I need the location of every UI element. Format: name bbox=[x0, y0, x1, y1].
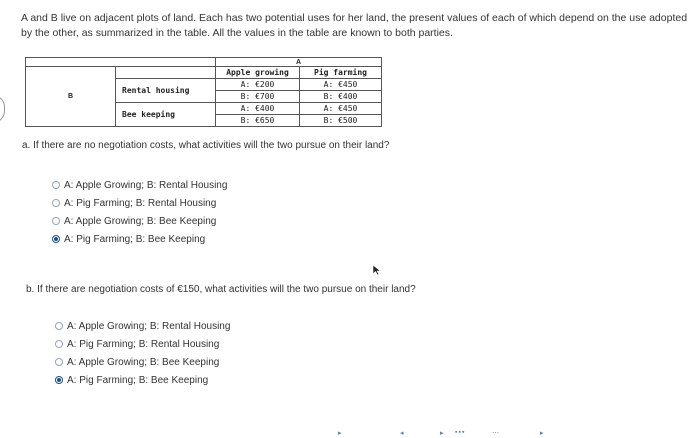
row-player-label: B bbox=[26, 67, 116, 127]
footer-fragment-2[interactable]: ◂ bbox=[400, 430, 404, 437]
question-a-option-2[interactable] bbox=[52, 194, 227, 212]
radio-icon[interactable] bbox=[52, 181, 60, 189]
option-label: A: Pig Farming; B: Bee Keeping bbox=[64, 233, 206, 245]
option-label: A: Pig Farming; B: Bee Keeping bbox=[67, 374, 209, 386]
question-b-option-4[interactable] bbox=[55, 371, 230, 389]
question-b-option-2[interactable] bbox=[55, 335, 230, 353]
question-b-options bbox=[55, 317, 230, 389]
footer-fragment-5[interactable]: ⋯ bbox=[492, 430, 499, 437]
row-label-rental: Rental housing bbox=[116, 79, 216, 103]
option-label: A: Apple Growing; B: Rental Housing bbox=[64, 179, 228, 191]
radio-icon[interactable] bbox=[52, 199, 60, 207]
option-label: A: Pig Farming; B: Rental Housing bbox=[67, 338, 220, 350]
footer-toolbar-cutoff bbox=[0, 428, 700, 438]
left-bracket-decoration bbox=[0, 95, 5, 123]
column-player-label: A bbox=[216, 58, 382, 67]
footer-fragment-6[interactable]: ▸ bbox=[540, 430, 544, 437]
cell-bee-apple-b: B: €650 bbox=[216, 115, 300, 127]
question-b-text: b. If there are negotiation costs of €150, what activities will the two pursue on their land? bbox=[26, 284, 416, 295]
question-a-option-3[interactable] bbox=[52, 212, 227, 230]
option-label: A: Apple Growing; B: Bee Keeping bbox=[64, 215, 217, 227]
question-b-option-1[interactable] bbox=[55, 317, 230, 335]
radio-icon[interactable] bbox=[55, 340, 63, 348]
question-a-option-4[interactable] bbox=[52, 230, 227, 248]
cell-bee-pig-b: B: €500 bbox=[300, 115, 382, 127]
radio-icon[interactable] bbox=[55, 322, 63, 330]
payoff-table bbox=[25, 57, 382, 127]
mouse-cursor-icon bbox=[372, 264, 382, 276]
question-a-options bbox=[52, 176, 227, 248]
cell-rental-pig-b: B: €400 bbox=[300, 91, 382, 103]
option-label: A: Pig Farming; B: Rental Housing bbox=[64, 197, 217, 209]
cell-rental-pig-a: A: €450 bbox=[300, 79, 382, 91]
cell-bee-pig-a: A: €450 bbox=[300, 103, 382, 115]
footer-fragment-3[interactable]: ▸ bbox=[440, 430, 444, 437]
question-a-option-1[interactable] bbox=[52, 176, 227, 194]
cell-bee-apple-a: A: €400 bbox=[216, 103, 300, 115]
option-label: A: Apple Growing; B: Rental Housing bbox=[67, 320, 231, 332]
radio-icon[interactable] bbox=[52, 217, 60, 225]
cell-rental-apple-a: A: €200 bbox=[216, 79, 300, 91]
radio-selected-icon[interactable] bbox=[52, 235, 60, 243]
option-label: A: Apple Growing; B: Bee Keeping bbox=[67, 356, 220, 368]
radio-selected-icon[interactable] bbox=[55, 376, 63, 384]
intro-text: A and B live on adjacent plots of land. Each has two potential uses for her land, the present values of each of which depend on the use adopted by the other, as summarized in the table. All the values in the table are known to both parties. bbox=[21, 12, 688, 39]
cell-rental-apple-b: B: €700 bbox=[216, 91, 300, 103]
column-header-pig: Pig farming bbox=[300, 67, 382, 79]
footer-fragment-1[interactable]: ▸ bbox=[338, 430, 342, 437]
radio-icon[interactable] bbox=[55, 358, 63, 366]
question-b-option-3[interactable] bbox=[55, 353, 230, 371]
column-header-apple: Apple growing bbox=[216, 67, 300, 79]
question-a-text: a. If there are no negotiation costs, what activities will the two pursue on their land? bbox=[22, 140, 390, 151]
row-label-bee: Bee keeping bbox=[116, 103, 216, 127]
table-corner bbox=[26, 58, 216, 67]
table-corner-blank bbox=[116, 67, 216, 79]
footer-fragment-4[interactable]: ▪▪▪ bbox=[455, 429, 466, 436]
